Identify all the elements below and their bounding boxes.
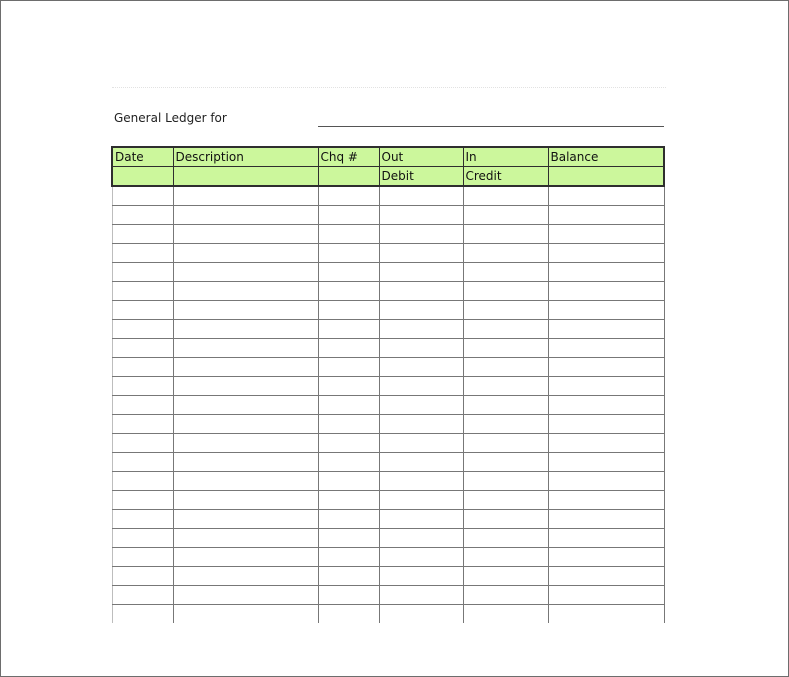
cell-date[interactable] (112, 472, 173, 491)
cell-credit[interactable] (463, 548, 548, 567)
cell-credit[interactable] (463, 377, 548, 396)
cell-credit[interactable] (463, 510, 548, 529)
cell-credit[interactable] (463, 206, 548, 225)
top-gridline (112, 87, 666, 88)
header-description: Description (173, 147, 318, 167)
table-row (112, 339, 664, 358)
table-row (112, 453, 664, 472)
cell-debit[interactable] (379, 358, 463, 377)
cell-date[interactable] (112, 510, 173, 529)
cell-date[interactable] (112, 415, 173, 434)
cell-date[interactable] (112, 548, 173, 567)
cell-credit[interactable] (463, 472, 548, 491)
subheader-description-empty (173, 167, 318, 187)
table-row (112, 244, 664, 263)
cell-balance[interactable] (548, 186, 664, 206)
table-row (112, 225, 664, 244)
cell-chq[interactable] (318, 282, 379, 301)
cell-description[interactable] (173, 263, 318, 282)
cell-date[interactable] (112, 434, 173, 453)
cell-chq[interactable] (318, 567, 379, 586)
cell-debit[interactable] (379, 472, 463, 491)
cell-debit[interactable] (379, 206, 463, 225)
cell-description[interactable] (173, 548, 318, 567)
cell-credit[interactable] (463, 415, 548, 434)
cell-description[interactable] (173, 472, 318, 491)
cell-date[interactable] (112, 605, 173, 624)
cell-debit[interactable] (379, 263, 463, 282)
table-row (112, 186, 664, 206)
cell-description[interactable] (173, 396, 318, 415)
cell-date[interactable] (112, 491, 173, 510)
cell-debit[interactable] (379, 491, 463, 510)
cell-date[interactable] (112, 244, 173, 263)
cell-date[interactable] (112, 282, 173, 301)
cell-chq[interactable] (318, 586, 379, 605)
cell-credit[interactable] (463, 491, 548, 510)
cell-credit[interactable] (463, 605, 548, 624)
cell-chq[interactable] (318, 244, 379, 263)
cell-description[interactable] (173, 206, 318, 225)
cell-date[interactable] (112, 453, 173, 472)
cell-description[interactable] (173, 186, 318, 206)
cell-description[interactable] (173, 586, 318, 605)
cell-date[interactable] (112, 396, 173, 415)
cell-debit[interactable] (379, 453, 463, 472)
ledger-table (111, 146, 665, 623)
cell-balance[interactable] (548, 510, 664, 529)
cell-credit[interactable] (463, 453, 548, 472)
cell-balance[interactable] (548, 415, 664, 434)
cell-balance[interactable] (548, 301, 664, 320)
cell-debit[interactable] (379, 586, 463, 605)
cell-date[interactable] (112, 225, 173, 244)
cell-credit[interactable] (463, 529, 548, 548)
cell-credit[interactable] (463, 225, 548, 244)
cell-credit[interactable] (463, 358, 548, 377)
cell-chq[interactable] (318, 510, 379, 529)
cell-chq[interactable] (318, 263, 379, 282)
cell-debit[interactable] (379, 605, 463, 624)
cell-debit[interactable] (379, 529, 463, 548)
cell-chq[interactable] (318, 301, 379, 320)
cell-debit[interactable] (379, 510, 463, 529)
cell-date[interactable] (112, 320, 173, 339)
cell-description[interactable] (173, 567, 318, 586)
cell-credit[interactable] (463, 282, 548, 301)
cell-description[interactable] (173, 415, 318, 434)
cell-balance[interactable] (548, 377, 664, 396)
cell-debit[interactable] (379, 396, 463, 415)
cell-chq[interactable] (318, 339, 379, 358)
cell-description[interactable] (173, 320, 318, 339)
cell-balance[interactable] (548, 225, 664, 244)
cell-chq[interactable] (318, 206, 379, 225)
cell-debit[interactable] (379, 339, 463, 358)
table-row (112, 529, 664, 548)
cell-date[interactable] (112, 206, 173, 225)
cell-balance[interactable] (548, 206, 664, 225)
cell-credit[interactable] (463, 320, 548, 339)
cell-balance[interactable] (548, 320, 664, 339)
cell-description[interactable] (173, 529, 318, 548)
table-row (112, 320, 664, 339)
cell-debit[interactable] (379, 377, 463, 396)
cell-balance[interactable] (548, 263, 664, 282)
cell-description[interactable] (173, 282, 318, 301)
cell-debit[interactable] (379, 301, 463, 320)
header-date: Date (112, 147, 173, 167)
table-row (112, 282, 664, 301)
table-row (112, 396, 664, 415)
cell-date[interactable] (112, 339, 173, 358)
cell-chq[interactable] (318, 358, 379, 377)
cell-description[interactable] (173, 605, 318, 624)
cell-balance[interactable] (548, 244, 664, 263)
cell-balance[interactable] (548, 567, 664, 586)
cell-credit[interactable] (463, 567, 548, 586)
cell-balance[interactable] (548, 396, 664, 415)
cell-balance[interactable] (548, 472, 664, 491)
cell-balance[interactable] (548, 548, 664, 567)
cell-debit[interactable] (379, 320, 463, 339)
cell-description[interactable] (173, 491, 318, 510)
cell-description[interactable] (173, 225, 318, 244)
header-chq: Chq # (318, 147, 379, 167)
header-balance: Balance (548, 147, 664, 167)
table-row (112, 301, 664, 320)
cell-description[interactable] (173, 510, 318, 529)
cell-description[interactable] (173, 244, 318, 263)
cell-date[interactable] (112, 186, 173, 206)
table-row (112, 263, 664, 282)
subheader-balance-empty (548, 167, 664, 187)
cell-chq[interactable] (318, 396, 379, 415)
cell-credit[interactable] (463, 434, 548, 453)
cell-debit[interactable] (379, 244, 463, 263)
cell-debit[interactable] (379, 415, 463, 434)
cell-chq[interactable] (318, 453, 379, 472)
subheader-row (112, 167, 664, 187)
header-row (112, 147, 664, 167)
cell-credit[interactable] (463, 396, 548, 415)
cell-credit[interactable] (463, 244, 548, 263)
cell-credit[interactable] (463, 586, 548, 605)
cell-date[interactable] (112, 263, 173, 282)
cell-debit[interactable] (379, 567, 463, 586)
cell-balance[interactable] (548, 605, 664, 624)
cell-date[interactable] (112, 301, 173, 320)
cell-chq[interactable] (318, 491, 379, 510)
table-row (112, 586, 664, 605)
cell-chq[interactable] (318, 472, 379, 491)
subheader-credit: Credit (463, 167, 548, 187)
header-out: Out (379, 147, 463, 167)
cell-chq[interactable] (318, 529, 379, 548)
table-row (112, 548, 664, 567)
table-row (112, 206, 664, 225)
cell-description[interactable] (173, 434, 318, 453)
cell-balance[interactable] (548, 434, 664, 453)
cell-chq[interactable] (318, 548, 379, 567)
table-row (112, 358, 664, 377)
subheader-debit: Debit (379, 167, 463, 187)
cell-debit[interactable] (379, 186, 463, 206)
table-row (112, 472, 664, 491)
cell-balance[interactable] (548, 586, 664, 605)
cell-description[interactable] (173, 453, 318, 472)
table-row (112, 605, 664, 624)
cell-date[interactable] (112, 529, 173, 548)
subheader-date-empty (112, 167, 173, 187)
cell-credit[interactable] (463, 339, 548, 358)
table-row (112, 377, 664, 396)
subheader-chq-empty (318, 167, 379, 187)
cell-description[interactable] (173, 301, 318, 320)
cell-balance[interactable] (548, 529, 664, 548)
cell-credit[interactable] (463, 263, 548, 282)
cell-chq[interactable] (318, 320, 379, 339)
cell-credit[interactable] (463, 301, 548, 320)
cell-chq[interactable] (318, 225, 379, 244)
cell-description[interactable] (173, 358, 318, 377)
cell-date[interactable] (112, 586, 173, 605)
cell-chq[interactable] (318, 605, 379, 624)
cell-balance[interactable] (548, 491, 664, 510)
cell-date[interactable] (112, 377, 173, 396)
cell-debit[interactable] (379, 225, 463, 244)
ledger-title: General Ledger for (114, 111, 227, 125)
cell-balance[interactable] (548, 453, 664, 472)
table-row (112, 567, 664, 586)
title-fill-in-line[interactable] (318, 126, 664, 127)
cell-chq[interactable] (318, 434, 379, 453)
cell-debit[interactable] (379, 434, 463, 453)
cell-debit[interactable] (379, 282, 463, 301)
cell-credit[interactable] (463, 186, 548, 206)
table-row (112, 434, 664, 453)
cell-chq[interactable] (318, 377, 379, 396)
cell-balance[interactable] (548, 339, 664, 358)
cell-balance[interactable] (548, 282, 664, 301)
cell-chq[interactable] (318, 186, 379, 206)
cell-chq[interactable] (318, 415, 379, 434)
cell-description[interactable] (173, 377, 318, 396)
table-row (112, 415, 664, 434)
table-row (112, 491, 664, 510)
header-in: In (463, 147, 548, 167)
table-row (112, 510, 664, 529)
cell-balance[interactable] (548, 358, 664, 377)
cell-debit[interactable] (379, 548, 463, 567)
cell-description[interactable] (173, 339, 318, 358)
cell-date[interactable] (112, 358, 173, 377)
cell-date[interactable] (112, 567, 173, 586)
